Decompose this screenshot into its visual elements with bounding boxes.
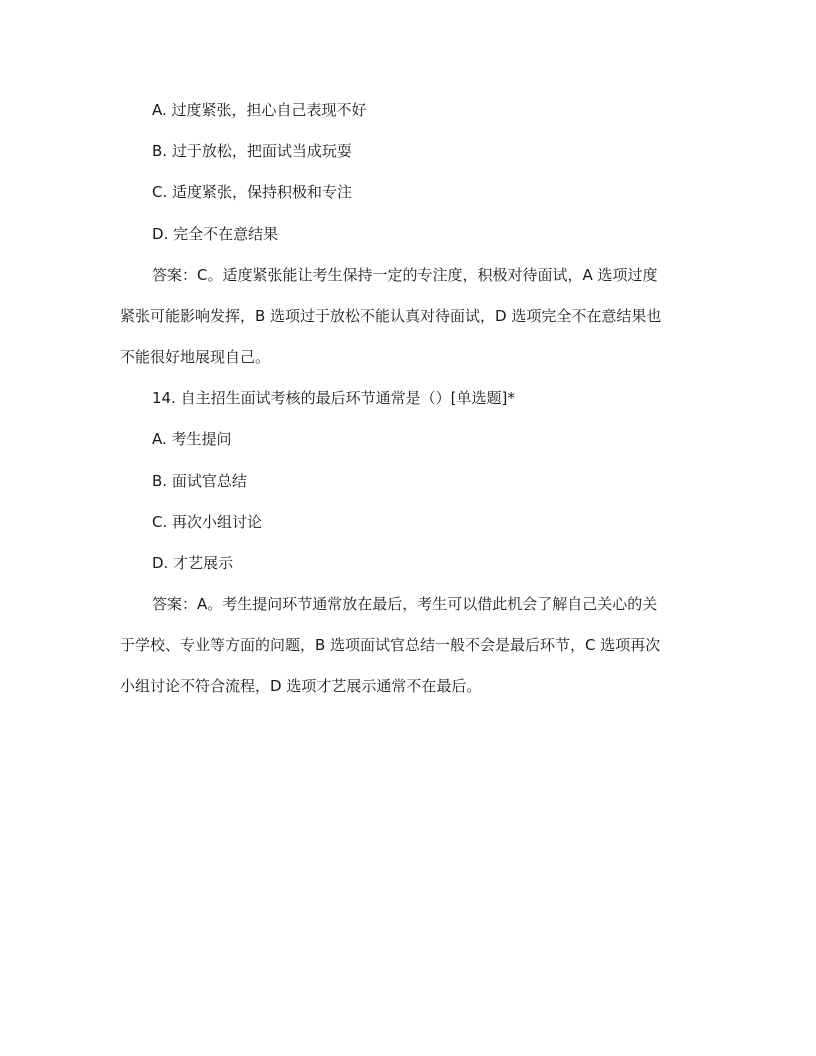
q14-answer-line-2: 于学校、专业等方面的问题，B 选项面试官总结一般不会是最后环节，C 选项再次	[120, 636, 661, 654]
q14-answer-line-1: 答案：A。考生提问环节通常放在最后，考生可以借此机会了解自己关心的关	[152, 595, 658, 613]
q14-option-b: B. 面试官总结	[152, 472, 247, 490]
q13-answer-line-3: 不能很好地展现自己。	[120, 348, 271, 366]
q14-option-a: A. 考生提问	[152, 430, 232, 448]
q14-question: 14. 自主招生面试考核的最后环节通常是（）[单选题]*	[152, 389, 515, 407]
q13-option-d: D. 完全不在意结果	[152, 225, 279, 243]
q13-answer-line-1: 答案：C。适度紧张能让考生保持一定的专注度，积极对待面试，A 选项过度	[152, 266, 658, 284]
q13-option-a: A. 过度紧张，担心自己表现不好	[152, 101, 367, 119]
q13-option-c: C. 适度紧张，保持积极和专注	[152, 183, 353, 201]
q14-option-d: D. 才艺展示	[152, 554, 234, 572]
q13-option-b: B. 过于放松，把面试当成玩耍	[152, 142, 352, 160]
q13-answer-line-2: 紧张可能影响发挥，B 选项过于放松不能认真对待面试，D 选项完全不在意结果也	[120, 307, 662, 325]
q14-answer-line-3: 小组讨论不符合流程，D 选项才艺展示通常不在最后。	[120, 677, 482, 695]
q14-option-c: C. 再次小组讨论	[152, 513, 263, 531]
